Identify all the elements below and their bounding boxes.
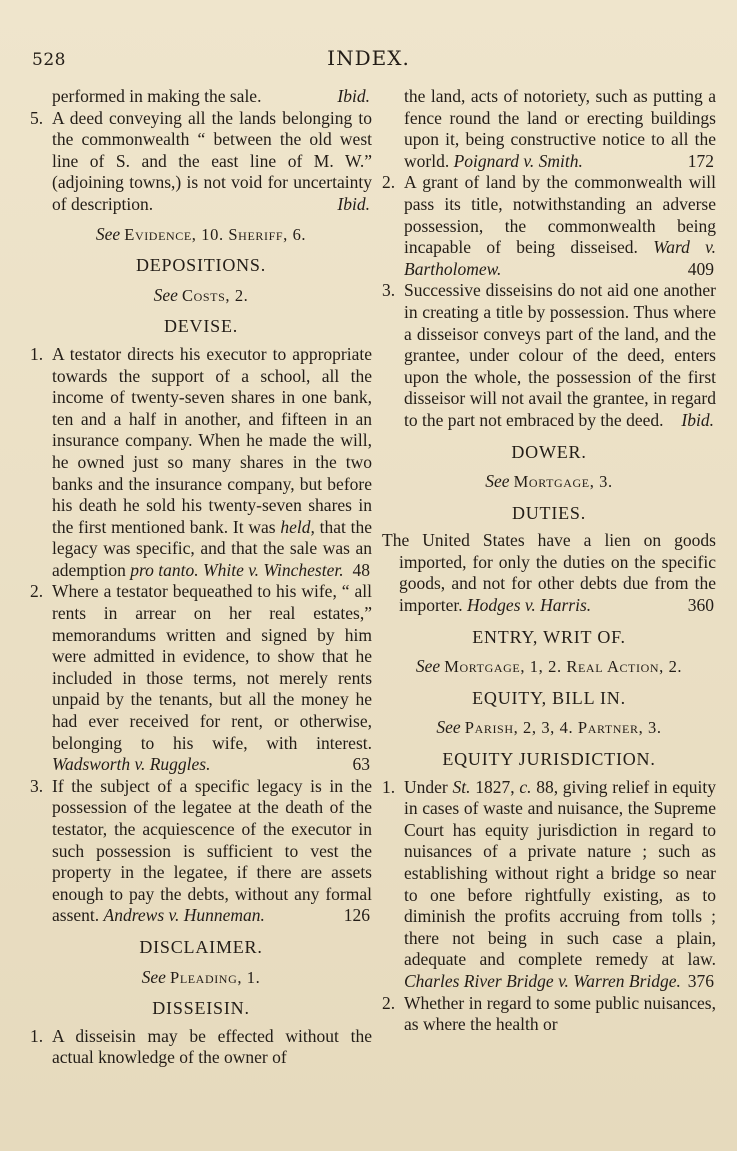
- entry-citation: Ibid.: [337, 193, 370, 214]
- entry-number: 2.: [382, 172, 396, 193]
- entry-number: 1.: [30, 343, 44, 364]
- index-entry: [382, 993, 716, 1036]
- entry-citation: Charles River Bridge v. Warren Bridge.: [404, 970, 681, 991]
- entry-text: Where a testator bequeathed to his wife, “ all rents in arrear on her real estates,” memorandums written and signed by him were admitted in evidence, to show that he included in those terms, not merely rents unpaid by the tenants, but all the money he had ever received for rent, or otherwise, belonging to his wife, with interest.: [52, 581, 372, 753]
- entry-citation: White v. Winchester.: [203, 559, 344, 580]
- left-column: [30, 86, 372, 1069]
- entry-text: performed in making the sale.: [52, 86, 262, 106]
- entry-citation: Ibid.: [681, 409, 714, 430]
- entry-page: 126: [343, 905, 370, 926]
- section-heading: EQUITY JURISDICTION.: [442, 749, 656, 770]
- entry-text: that the legacy was specific, and that the sale was an ademption: [52, 516, 372, 580]
- see-word: See: [415, 656, 441, 677]
- entry-text: A grant of land by the commonwealth will pass its title, notwithstanding an adverse possession, the commonwealth being incapable of being disseised.: [404, 172, 716, 258]
- entry-text: A testator directs his executor to appropriate towards the support of a school, all the income of twenty-seven shares in one bank, ten and a half in another, and fifteen in an insurance company. When he made the will, he owned just so many shares in the two banks and the insurance company, but before his death he sold his twenty-seven shares in the first mentioned bank. It was: [52, 343, 372, 537]
- entry-text: A disseisin may be effected without the actual knowledge of the owner of: [52, 1025, 372, 1068]
- entry-text: A deed conveying all the lands belonging to the commonwealth “ between the old west line of S. and the east line of M. W.” (adjoining towns,) is not void for uncertainty of description.: [52, 107, 372, 214]
- see-refs: Mortgage, 3.: [513, 472, 613, 492]
- see-refs: Pleading, 1.: [170, 967, 261, 987]
- entry-citation: Wadsworth v. Ruggles.: [52, 754, 211, 775]
- entry-citation: Hodges v. Harris.: [467, 595, 592, 616]
- section-heading: DEPOSITIONS.: [135, 255, 267, 276]
- section-heading: ENTRY, WRIT OF.: [472, 626, 626, 647]
- entry-page: 172: [687, 150, 714, 171]
- index-entry: [30, 108, 372, 216]
- index-entry: [382, 172, 716, 280]
- see-also-reference: [30, 967, 372, 989]
- section-heading: DISSEISIN.: [152, 998, 250, 1019]
- entry-number: 3.: [382, 280, 396, 301]
- see-refs: Parish, 2, 3, 4. Partner, 3.: [464, 718, 662, 738]
- see-word: See: [153, 284, 178, 305]
- entry-citation: Andrews v. Hunneman.: [103, 905, 265, 926]
- see-also-reference: [30, 224, 372, 246]
- entry-page: 48: [352, 559, 370, 580]
- see-refs: Mortgage, 1, 2. Real Action, 2.: [444, 657, 683, 677]
- see-refs: Costs, 2.: [182, 285, 249, 305]
- index-entry: [30, 344, 372, 582]
- entry-citation: Ibid.: [337, 86, 370, 106]
- entry-emphasis: held,: [280, 516, 315, 537]
- index-entry: [382, 86, 716, 172]
- entry-number: 2.: [382, 992, 396, 1013]
- index-entry: [30, 581, 372, 775]
- entry-text: Whether in regard to some public nuisances, as where the health or: [404, 992, 716, 1035]
- entry-page: 376: [687, 970, 714, 991]
- see-word: See: [485, 471, 510, 492]
- see-word: See: [436, 717, 461, 738]
- entry-page: 409: [687, 258, 714, 279]
- entry-citation: Poignard v. Smith.: [453, 150, 583, 171]
- entry-emphasis: pro tanto.: [130, 559, 199, 580]
- entry-page: 63: [352, 754, 370, 775]
- entry-page: 360: [687, 595, 714, 616]
- entry-text: The United States have a lien on goods imported, for only the duties on the specific goods, and not for other debts due from the importer.: [382, 530, 716, 616]
- entry-number: 1.: [382, 776, 396, 797]
- page-header: [32, 44, 705, 74]
- section-heading: DISCLAIMER.: [139, 936, 263, 957]
- right-column: [382, 86, 716, 1036]
- entry-emphasis: c.: [519, 776, 532, 797]
- entry-citation: Ward v. Bartholomew.: [404, 237, 716, 279]
- section-heading: DEVISE.: [163, 316, 239, 337]
- index-entry: [382, 530, 716, 616]
- section-heading: EQUITY, BILL IN.: [472, 687, 626, 708]
- entry-number: 5.: [30, 107, 44, 128]
- see-word: See: [95, 223, 121, 244]
- index-entry: [382, 777, 716, 993]
- see-also-reference: [382, 717, 716, 739]
- section-heading: DOWER.: [511, 441, 587, 462]
- page-number: 528: [32, 50, 66, 70]
- running-head: INDEX.: [327, 46, 410, 70]
- entry-text: 1827,: [475, 776, 515, 797]
- entry-emphasis: St.: [452, 776, 471, 797]
- entry-text: 88, giving relief in equity in cases of waste and nuisance, the Supreme Court has equity jurisdiction in regard to nuisances of a private nature ; such as establishing without right a bridge so near to one before rightfully existing, as to diminish the profits accruing from tolls ; there not being in such case a plain, adequate and complete remedy at law.: [404, 776, 716, 970]
- index-entry: [30, 776, 372, 927]
- entry-text: Successive disseisins do not aid one another in creating a title by possession. Thus where a disseisor conveys part of the land, and the grantee, under colour of the deed, enters upon the whole, the possession of the first disseisor will not avail the grantee, in regard to the part not embraced by the deed.: [404, 280, 716, 430]
- see-also-reference: [30, 285, 372, 307]
- see-word: See: [141, 966, 166, 987]
- see-also-reference: [382, 656, 716, 678]
- index-entry: [30, 86, 372, 108]
- section-heading: DUTIES.: [511, 502, 587, 523]
- entry-text: If the subject of a specific legacy is in the possession of the legatee at the death of the testator, the acquiescence of the executor in such possession is sufficient to vest the property in the legatee, if there are assets enough to pay the debts, without any formal assent.: [52, 775, 372, 926]
- entry-number: 2.: [30, 581, 44, 602]
- index-entry: [382, 280, 716, 431]
- entry-text: the land, acts of notoriety, such as putting a fence round the land or erecting buildings upon it, being constructive notice to all the world.: [404, 86, 716, 171]
- entry-text: Under: [404, 776, 448, 797]
- see-refs: Evidence, 10. Sheriff, 6.: [124, 224, 307, 244]
- see-also-reference: [382, 471, 716, 493]
- entry-number: 1.: [30, 1025, 44, 1046]
- index-entry: [30, 1026, 372, 1069]
- entry-number: 3.: [30, 775, 44, 796]
